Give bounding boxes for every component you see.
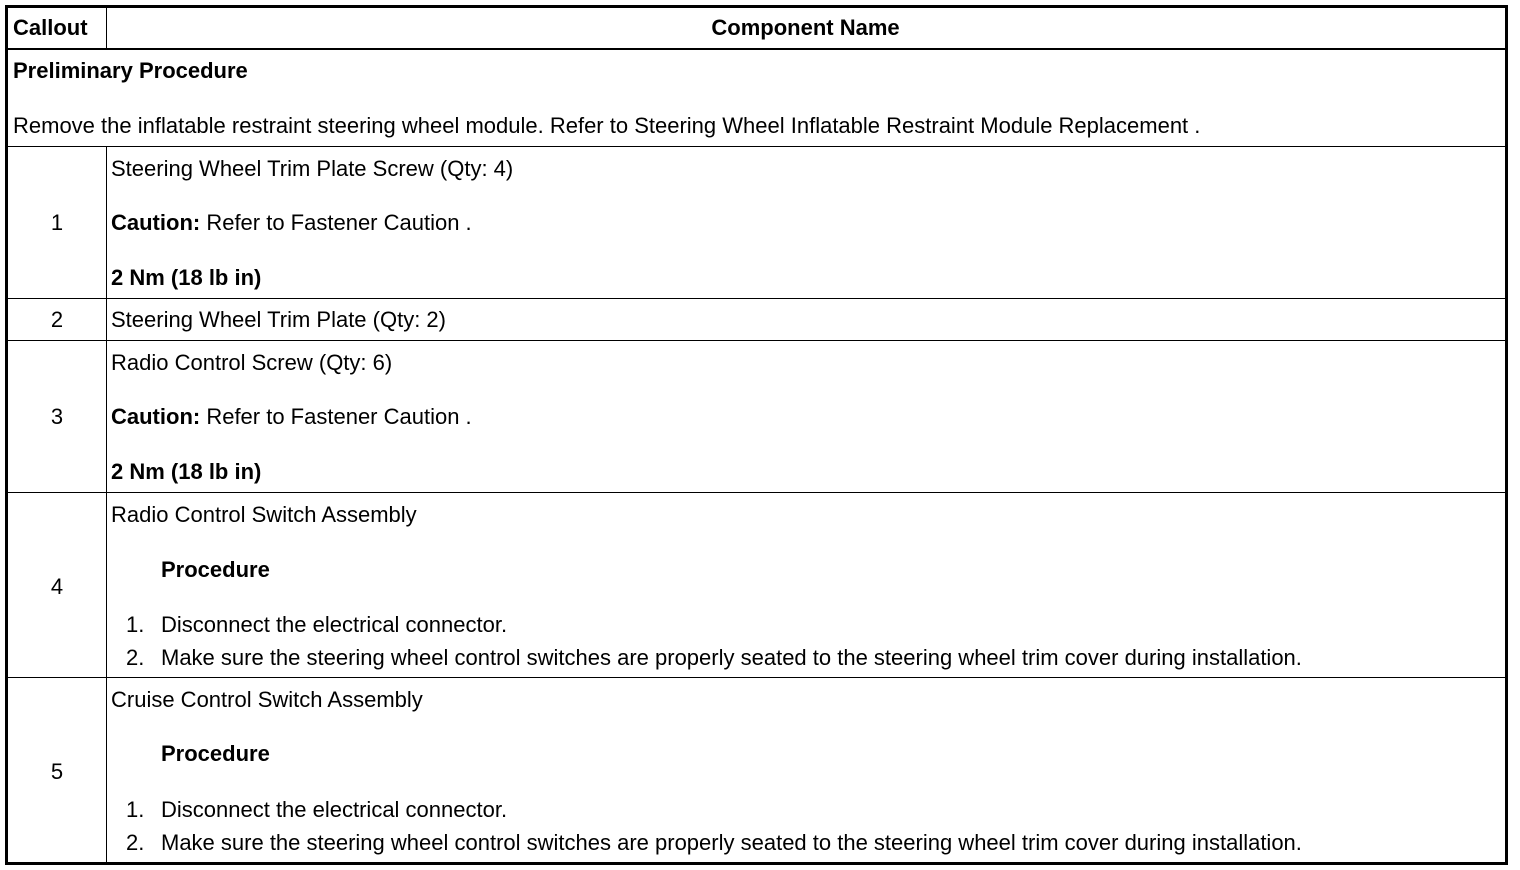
component-name: Steering Wheel Trim Plate (Qty: 2) <box>111 307 446 332</box>
step-number: 2. <box>126 830 145 855</box>
caution-label: Caution: <box>111 404 201 429</box>
procedure-title: Procedure <box>161 557 270 582</box>
header-divider <box>8 48 1505 50</box>
header-callout: Callout <box>13 15 88 40</box>
component-name: Radio Control Screw (Qty: 6) <box>111 350 393 375</box>
caution-label: Caution: <box>111 210 201 235</box>
step-text: Disconnect the electrical connector. <box>161 797 508 822</box>
step-text: Disconnect the electrical connector. <box>161 612 508 637</box>
callout-number: 3 <box>50 404 64 429</box>
row-divider <box>8 677 1505 678</box>
step-number: 2. <box>126 645 145 670</box>
step-text: Make sure the steering wheel control switches are properly seated to the steering wheel trim cover during installation. <box>161 645 1302 670</box>
caution-note <box>111 210 472 236</box>
callout-number: 5 <box>50 759 64 784</box>
row-divider <box>8 492 1505 493</box>
preliminary-text: Remove the inflatable restraint steering wheel module. Refer to Steering Wheel Inflatable Restraint Module Replacement . <box>13 113 1201 138</box>
callout-number: 4 <box>50 574 64 599</box>
torque-spec: 2 Nm (18 lb in) <box>111 459 262 484</box>
step-number: 1. <box>126 797 145 822</box>
component-name: Cruise Control Switch Assembly <box>111 687 423 712</box>
header-component-name: Component Name <box>711 15 900 40</box>
caution-text: Refer to Fastener Caution . <box>200 404 472 429</box>
caution-note <box>111 404 472 430</box>
column-divider <box>106 146 107 865</box>
component-name: Steering Wheel Trim Plate Screw (Qty: 4) <box>111 156 514 181</box>
step-number: 1. <box>126 612 145 637</box>
component-table <box>5 5 1508 865</box>
preliminary-title: Preliminary Procedure <box>13 58 248 83</box>
procedure-title: Procedure <box>161 741 270 766</box>
row-divider <box>8 146 1505 147</box>
row-divider <box>8 298 1505 299</box>
component-name: Radio Control Switch Assembly <box>111 502 417 527</box>
step-text: Make sure the steering wheel control switches are properly seated to the steering wheel trim cover during installation. <box>161 830 1302 855</box>
row-divider <box>8 340 1505 341</box>
callout-number: 1 <box>50 210 64 235</box>
torque-spec: 2 Nm (18 lb in) <box>111 265 262 290</box>
caution-text: Refer to Fastener Caution . <box>200 210 472 235</box>
callout-number: 2 <box>50 307 64 332</box>
